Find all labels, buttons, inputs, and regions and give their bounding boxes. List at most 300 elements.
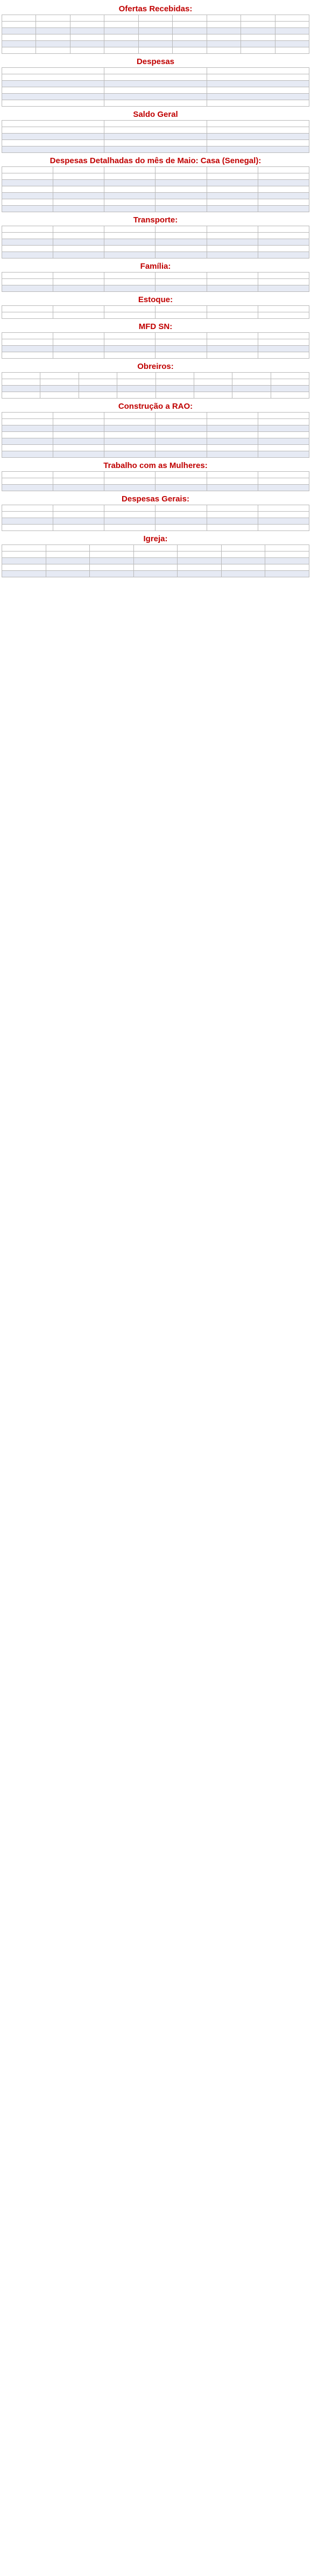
column-header — [258, 226, 309, 233]
table-cell — [53, 339, 104, 346]
table-cell — [138, 47, 172, 54]
table-cell — [2, 279, 53, 285]
table-cell — [258, 438, 309, 445]
column-header — [178, 545, 222, 551]
table-cell — [207, 339, 258, 346]
table-cell — [207, 41, 241, 47]
table-row — [2, 47, 309, 54]
table-cell — [156, 180, 207, 186]
table-cell — [2, 392, 40, 399]
table-row — [2, 352, 309, 359]
table-cell — [156, 312, 207, 319]
table-cell — [221, 551, 265, 558]
table-row — [2, 312, 309, 319]
table-cell — [53, 512, 104, 518]
column-header — [53, 273, 104, 279]
column-header — [104, 167, 156, 173]
table-cell — [156, 186, 207, 193]
table-cell — [117, 379, 156, 386]
table-cell — [104, 81, 207, 87]
table-cell — [207, 279, 258, 285]
ledger-table — [2, 332, 309, 359]
column-header — [104, 15, 138, 22]
section-trabalho-mulheres — [2, 461, 309, 491]
table-cell — [138, 41, 172, 47]
table-cell — [207, 34, 241, 41]
table-cell — [104, 41, 138, 47]
section-title: Construção a RAO: — [118, 402, 193, 411]
table-header-row — [2, 273, 309, 279]
table-cell — [156, 239, 207, 246]
table-cell — [138, 34, 172, 41]
table-cell — [207, 81, 309, 87]
table-row — [2, 432, 309, 438]
table-cell — [258, 352, 309, 359]
table-cell — [104, 246, 156, 252]
column-header — [2, 373, 40, 379]
table-cell — [258, 193, 309, 199]
table-cell — [53, 518, 104, 525]
ledger-table — [2, 120, 309, 153]
table-cell — [53, 485, 104, 491]
table-cell — [207, 451, 258, 458]
table-cell — [271, 386, 309, 392]
table-cell — [117, 386, 156, 392]
table-cell — [53, 525, 104, 531]
column-header — [265, 545, 309, 551]
column-header — [156, 505, 207, 512]
table-cell — [258, 518, 309, 525]
table-cell — [265, 551, 309, 558]
table-cell — [156, 485, 207, 491]
table-cell — [221, 564, 265, 571]
table-cell — [258, 445, 309, 451]
ledger-table — [2, 505, 309, 531]
table-cell — [133, 551, 178, 558]
table-cell — [70, 47, 104, 54]
table-cell — [258, 425, 309, 432]
table-cell — [207, 285, 258, 292]
table-cell — [2, 146, 104, 153]
table-cell — [53, 186, 104, 193]
table-row — [2, 127, 309, 134]
table-row — [2, 279, 309, 285]
table-cell — [258, 199, 309, 206]
table-cell — [207, 87, 309, 94]
section-title: Despesas Detalhadas do mês de Maio: Casa (Senegal): — [50, 156, 261, 165]
column-header — [53, 333, 104, 339]
table-cell — [79, 386, 117, 392]
table-row — [2, 392, 309, 399]
table-row — [2, 246, 309, 252]
table-cell — [36, 47, 70, 54]
column-header — [53, 413, 104, 419]
ledger-table — [2, 372, 309, 399]
table-cell — [90, 571, 134, 577]
table-cell — [207, 206, 258, 212]
table-cell — [40, 386, 79, 392]
table-header-row — [2, 413, 309, 419]
table-cell — [53, 285, 104, 292]
column-header — [53, 306, 104, 312]
table-cell — [156, 392, 194, 399]
table-cell — [90, 564, 134, 571]
table-cell — [275, 34, 309, 41]
table-cell — [258, 252, 309, 259]
table-cell — [104, 206, 156, 212]
table-cell — [156, 438, 207, 445]
table-cell — [53, 173, 104, 180]
column-header — [258, 505, 309, 512]
table-cell — [156, 432, 207, 438]
table-cell — [2, 94, 104, 100]
table-cell — [173, 28, 207, 34]
table-cell — [104, 193, 156, 199]
column-header — [53, 472, 104, 478]
table-cell — [104, 47, 138, 54]
table-cell — [178, 564, 222, 571]
table-cell — [104, 451, 156, 458]
table-cell — [2, 285, 53, 292]
table-cell — [2, 74, 104, 81]
column-header — [2, 472, 53, 478]
column-header — [258, 333, 309, 339]
table-cell — [40, 379, 79, 386]
table-row — [2, 239, 309, 246]
table-cell — [156, 199, 207, 206]
ledger-table — [2, 226, 309, 259]
table-cell — [241, 22, 275, 28]
section-familia — [2, 262, 309, 292]
table-row — [2, 94, 309, 100]
table-cell — [178, 551, 222, 558]
column-header — [90, 545, 134, 551]
table-cell — [221, 558, 265, 564]
table-cell — [207, 22, 241, 28]
table-row — [2, 518, 309, 525]
table-cell — [2, 180, 53, 186]
table-cell — [207, 252, 258, 259]
table-cell — [2, 558, 46, 564]
table-cell — [53, 346, 104, 352]
column-header — [207, 413, 258, 419]
table-cell — [53, 432, 104, 438]
table-row — [2, 134, 309, 140]
table-cell — [46, 558, 90, 564]
table-header-row — [2, 505, 309, 512]
table-cell — [2, 233, 53, 239]
table-cell — [194, 379, 232, 386]
table-cell — [53, 478, 104, 485]
table-cell — [104, 339, 156, 346]
column-header — [104, 121, 207, 127]
table-cell — [156, 252, 207, 259]
table-header-row — [2, 68, 309, 74]
table-cell — [104, 146, 207, 153]
table-cell — [53, 445, 104, 451]
table-cell — [258, 279, 309, 285]
table-cell — [104, 445, 156, 451]
table-header-row — [2, 15, 309, 22]
table-cell — [53, 193, 104, 199]
table-cell — [2, 252, 53, 259]
table-cell — [36, 41, 70, 47]
table-cell — [207, 28, 241, 34]
table-row — [2, 81, 309, 87]
table-cell — [90, 558, 134, 564]
column-header — [104, 226, 156, 233]
table-cell — [70, 22, 104, 28]
table-row — [2, 512, 309, 518]
table-cell — [241, 34, 275, 41]
column-header — [207, 226, 258, 233]
table-cell — [104, 100, 207, 107]
table-row — [2, 419, 309, 425]
ledger-table — [2, 15, 309, 54]
table-cell — [258, 233, 309, 239]
table-cell — [104, 518, 156, 525]
column-header — [156, 333, 207, 339]
table-row — [2, 252, 309, 259]
table-cell — [104, 419, 156, 425]
table-cell — [207, 485, 258, 491]
table-cell — [241, 28, 275, 34]
table-cell — [207, 239, 258, 246]
section-title: Estoque: — [138, 295, 173, 304]
table-cell — [156, 233, 207, 239]
section-construcao-rao — [2, 402, 309, 458]
table-cell — [156, 379, 194, 386]
table-cell — [173, 41, 207, 47]
table-cell — [207, 146, 309, 153]
table-row — [2, 34, 309, 41]
table-cell — [156, 346, 207, 352]
section-title: MFD SN: — [138, 322, 173, 331]
table-cell — [232, 386, 271, 392]
column-header — [104, 472, 156, 478]
column-header — [207, 15, 241, 22]
table-cell — [53, 246, 104, 252]
table-cell — [241, 47, 275, 54]
table-header-row — [2, 121, 309, 127]
table-cell — [104, 432, 156, 438]
table-cell — [232, 379, 271, 386]
table-cell — [156, 193, 207, 199]
table-cell — [173, 34, 207, 41]
table-cell — [258, 285, 309, 292]
section-title: Ofertas Recebidas: — [118, 4, 193, 13]
table-cell — [2, 206, 53, 212]
table-row — [2, 425, 309, 432]
table-cell — [207, 186, 258, 193]
table-cell — [2, 173, 53, 180]
table-cell — [104, 199, 156, 206]
column-header — [104, 333, 156, 339]
column-header — [258, 472, 309, 478]
table-cell — [104, 22, 138, 28]
column-header — [156, 226, 207, 233]
table-cell — [53, 451, 104, 458]
table-cell — [258, 512, 309, 518]
table-cell — [117, 392, 156, 399]
table-cell — [258, 419, 309, 425]
table-cell — [53, 425, 104, 432]
table-cell — [156, 173, 207, 180]
table-cell — [194, 386, 232, 392]
section-title: Despesas — [136, 57, 175, 66]
section-title: Transporte: — [133, 215, 178, 225]
table-row — [2, 485, 309, 491]
column-header — [2, 15, 36, 22]
table-cell — [2, 451, 53, 458]
table-cell — [258, 339, 309, 346]
table-cell — [2, 339, 53, 346]
table-cell — [2, 551, 46, 558]
table-cell — [156, 352, 207, 359]
table-cell — [265, 571, 309, 577]
table-cell — [207, 173, 258, 180]
table-cell — [156, 425, 207, 432]
table-cell — [2, 512, 53, 518]
table-header-row — [2, 545, 309, 551]
table-cell — [2, 81, 104, 87]
column-header — [241, 15, 275, 22]
column-header — [207, 167, 258, 173]
table-cell — [2, 478, 53, 485]
column-header — [207, 306, 258, 312]
table-cell — [104, 173, 156, 180]
table-cell — [104, 239, 156, 246]
table-cell — [207, 432, 258, 438]
column-header — [232, 373, 271, 379]
table-cell — [104, 485, 156, 491]
table-cell — [2, 22, 36, 28]
table-cell — [258, 186, 309, 193]
table-cell — [156, 206, 207, 212]
table-row — [2, 87, 309, 94]
table-cell — [265, 558, 309, 564]
table-cell — [53, 233, 104, 239]
table-cell — [207, 127, 309, 134]
section-title: Saldo Geral — [133, 110, 178, 119]
column-header — [194, 373, 232, 379]
table-cell — [2, 352, 53, 359]
table-cell — [2, 525, 53, 531]
table-cell — [258, 180, 309, 186]
table-cell — [104, 233, 156, 239]
table-cell — [53, 252, 104, 259]
table-cell — [36, 28, 70, 34]
section-saldo-geral — [2, 110, 309, 153]
table-cell — [79, 379, 117, 386]
table-cell — [156, 279, 207, 285]
table-cell — [173, 22, 207, 28]
table-cell — [104, 525, 156, 531]
table-cell — [138, 22, 172, 28]
table-cell — [104, 134, 207, 140]
table-header-row — [2, 472, 309, 478]
table-cell — [104, 252, 156, 259]
table-cell — [70, 34, 104, 41]
column-header — [207, 505, 258, 512]
column-header — [2, 333, 53, 339]
table-cell — [104, 87, 207, 94]
table-cell — [275, 22, 309, 28]
table-row — [2, 285, 309, 292]
column-header — [207, 472, 258, 478]
table-row — [2, 186, 309, 193]
table-cell — [104, 346, 156, 352]
column-header — [104, 68, 207, 74]
column-header — [207, 273, 258, 279]
table-cell — [53, 438, 104, 445]
table-cell — [258, 525, 309, 531]
table-cell — [207, 180, 258, 186]
section-despesas — [2, 57, 309, 107]
table-cell — [53, 279, 104, 285]
table-cell — [207, 512, 258, 518]
column-header — [2, 413, 53, 419]
table-cell — [2, 419, 53, 425]
table-cell — [207, 134, 309, 140]
table-cell — [207, 525, 258, 531]
column-header — [156, 472, 207, 478]
table-row — [2, 28, 309, 34]
table-cell — [258, 312, 309, 319]
table-cell — [194, 392, 232, 399]
table-cell — [53, 352, 104, 359]
table-cell — [2, 134, 104, 140]
table-cell — [207, 518, 258, 525]
table-cell — [178, 558, 222, 564]
ledger-table — [2, 544, 309, 577]
table-cell — [2, 485, 53, 491]
table-header-row — [2, 373, 309, 379]
table-cell — [156, 419, 207, 425]
table-row — [2, 525, 309, 531]
table-cell — [156, 285, 207, 292]
table-cell — [207, 74, 309, 81]
table-cell — [258, 485, 309, 491]
column-header — [46, 545, 90, 551]
table-row — [2, 386, 309, 392]
section-despesas-detalhadas — [2, 156, 309, 212]
column-header — [207, 333, 258, 339]
column-header — [36, 15, 70, 22]
column-header — [275, 15, 309, 22]
table-cell — [275, 28, 309, 34]
table-row — [2, 558, 309, 564]
table-cell — [2, 87, 104, 94]
table-cell — [2, 41, 36, 47]
column-header — [104, 413, 156, 419]
table-header-row — [2, 333, 309, 339]
table-cell — [104, 28, 138, 34]
table-row — [2, 571, 309, 577]
table-cell — [156, 518, 207, 525]
table-cell — [207, 199, 258, 206]
column-header — [271, 373, 309, 379]
column-header — [2, 273, 53, 279]
table-cell — [271, 379, 309, 386]
table-cell — [207, 478, 258, 485]
table-cell — [104, 140, 207, 146]
column-header — [70, 15, 104, 22]
table-row — [2, 346, 309, 352]
table-cell — [104, 94, 207, 100]
table-cell — [156, 339, 207, 346]
table-cell — [207, 419, 258, 425]
